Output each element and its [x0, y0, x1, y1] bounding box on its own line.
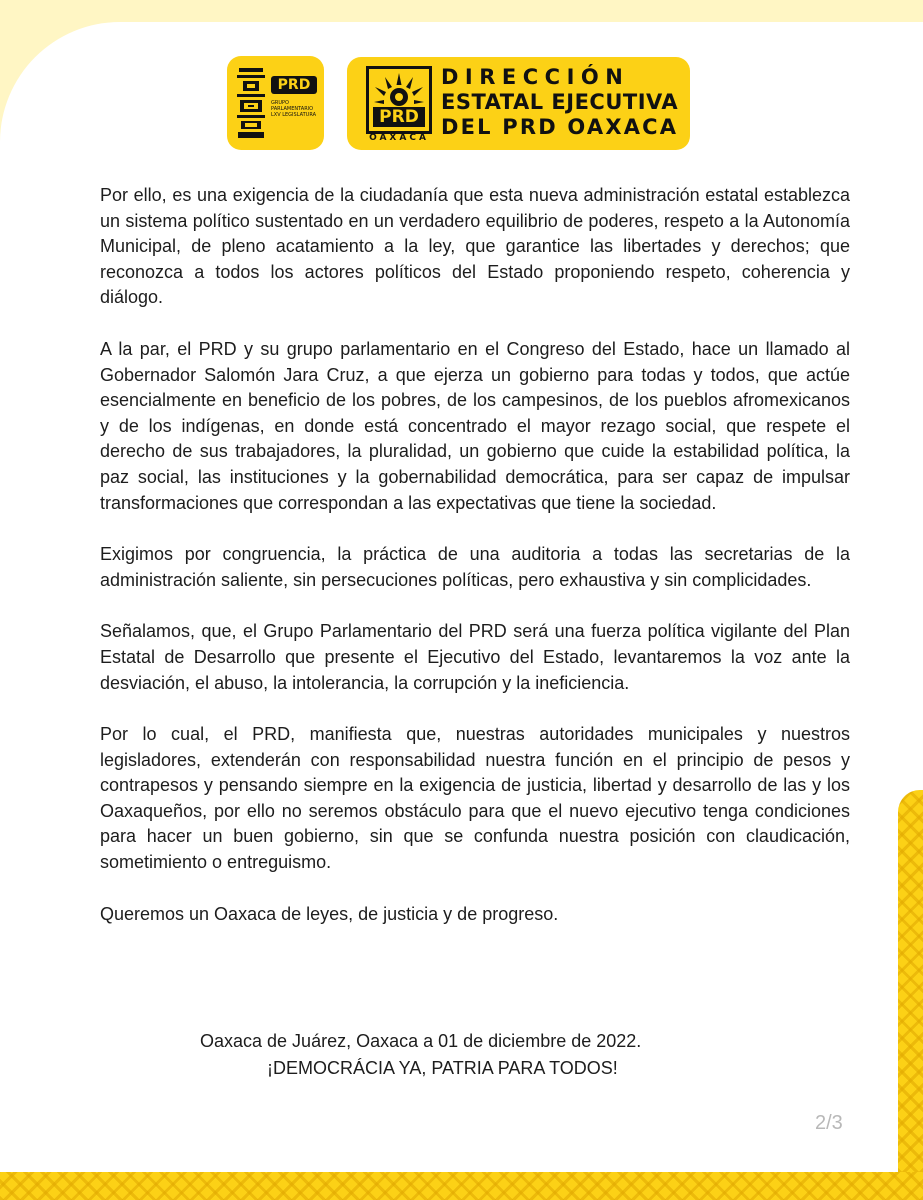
direccion-estatal-logo: [347, 57, 690, 150]
prd-mark: PRD: [271, 76, 317, 94]
paragraph: Queremos un Oaxaca de leyes, de justicia y de progreso.: [100, 903, 559, 924]
prd-emblem: [366, 66, 432, 134]
prd-wordmark: PRD: [373, 107, 425, 127]
logo-title-line: DEL PRD OAXACA: [441, 115, 679, 139]
decorative-pattern-corner: [898, 790, 923, 1172]
motto: ¡DEMOCRÁCIA YA, PATRIA PARA TODOS!: [267, 1058, 618, 1078]
grupo-parlamentario-logo: [227, 56, 324, 150]
state-label: OAXACA: [369, 133, 429, 143]
date-line: Oaxaca de Juárez, Oaxaca a 01 de diciembre de 2022.: [200, 1031, 642, 1051]
logo-caption: GRUPO PARLAMENTARIO LXV LEGISLATURA: [271, 100, 317, 118]
logo-title-line: ESTATAL EJECUTIVA: [441, 90, 679, 114]
closing-block: [100, 1028, 820, 1082]
decorative-pattern-band: [0, 1172, 923, 1200]
paragraph: Exigimos por congruencia, la práctica de una auditoria a todas las secretarias de la administración saliente, sin persecuciones políticas, pero exhaustiva y sin complicidades.: [100, 544, 850, 590]
paragraph: Por ello, es una exigencia de la ciudadanía que esta nueva administración estatal establezca un sistema político sustentado en un verdadero equilibrio de poderes, respeto a la Autonomía Municipal, de pleno acatamiento a la ley, que garantice las libertades y derechos; que reconozca a todos los actores políticos del Estado proponiendo respeto, coherencia y diálogo.: [100, 185, 850, 308]
sun-icon: [373, 71, 425, 109]
paragraph: Señalamos, que, el Grupo Parlamentario del PRD será una fuerza política vigilante del Plan Estatal de Desarrollo que presente el Ejecutivo del Estado, levantaremos la voz ante la desviación, el abuso, la intolerancia, la corrupción y la ineficiencia.: [100, 621, 850, 693]
logo-title-line: DIRECCIÓN: [441, 65, 630, 89]
oaxaca-glyph-icon: [235, 66, 267, 140]
paragraph: A la par, el PRD y su grupo parlamentario en el Congreso del Estado, hace un llamado al Gobernador Salomón Jara Cruz, a que ejerza un gobierno para todas y todos, que actúe esencialmente en beneficio de los pobres, de los campesinos, de los pueblos afromexicanos y de los indígenas, en donde está concentrado el mayor rezago social, que respete el derecho de sus trabajadores, la pluralidad, un gobierno que cuide la estabilidad política, la paz social, las instituciones y la gobernabilidad democrática, para ser capaz de impulsar transformaciones que correspondan a las expectativas que tiene la sociedad.: [100, 338, 850, 513]
document-body: [100, 183, 850, 953]
page-number: 2/3: [815, 1112, 843, 1134]
paragraph: Por lo cual, el PRD, manifiesta que, nuestras autoridades municipales y nuestros legisladores, extenderán con responsabilidad nuestra función en el principio de pesos y contrapesos y pensando siempre en la exigencia de justicia, libertad y desarrollo de las y los Oaxaqueños, por ello no seremos obstáculo para que el nuevo ejecutivo tenga condiciones para hacer un buen gobierno, sin que se confunda nuestra posición con claudicación, sometimiento o entreguismo.: [100, 724, 850, 873]
logo-title: [441, 65, 681, 140]
